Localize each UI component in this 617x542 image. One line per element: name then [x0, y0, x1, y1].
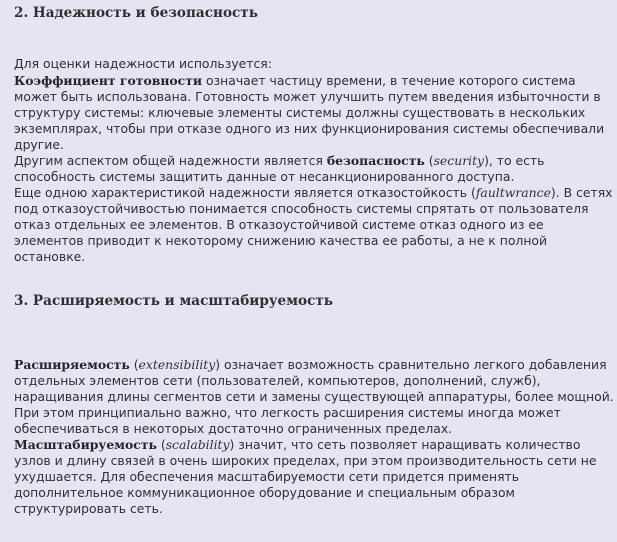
section-2-intro: Для оценки надежности используется:	[14, 56, 272, 71]
security-term: безопасность	[326, 153, 425, 168]
fault-tolerance-foreign: faultwrance	[475, 185, 551, 200]
security-foreign: security	[433, 153, 485, 168]
scalability-post: ) значит, что сеть позволяет наращивать количество узлов и длину связей в очень широких пределах, при этом производительность сети не ухудшается. Для обеспечения масштабируемости сети придется применять дополнительное коммуникационное оборудование и специальным образом структурировать сеть.	[14, 437, 597, 516]
fault-tolerance-pre: Еще одною характеристикой надежности является отказостойкость (	[14, 185, 476, 200]
section-3-heading: 3. Расширяемость и масштабируемость	[14, 293, 334, 309]
extensibility-post: ) означает возможность сравнительно легкого добавления отдельных элементов сети (пользователей, компьютеров, дополнений, служб), наращивания длины сегментов сети и замены существующей аппаратуры, более мощной. При этом принципиально важно, что легкость расширения системы иногда может обеспечиваться в некоторых достаточно ограниченных пределах.	[14, 357, 614, 436]
scalability-term: Масштабируемость	[14, 437, 157, 452]
availability-paragraph	[14, 73, 614, 153]
extensibility-paren: (	[129, 357, 139, 372]
security-paren: (	[424, 153, 434, 168]
security-post: ), то есть способность системы защитить данные от несанкционированного доступа.	[14, 153, 545, 184]
fault-tolerance-paragraph	[14, 185, 614, 265]
extensibility-term: Расширяемость	[14, 357, 130, 372]
scalability-paren: (	[156, 437, 166, 452]
availability-text: означает частицу времени, в течение которого система может быть использована. Готовность может улучшить путем введения избыточности в структуру системы: ключевые элементы системы должны существовать в нескольких экземплярах, чтобы при отказе одного из них функционирования системы обеспечивали другие.	[14, 73, 605, 152]
fault-tolerance-post: ). В сетях под отказоустойчивостью понимается способность системы спрятать от пользователя отказ отдельных ее элементов. В отказоустойчивой системе отказ одного из ее элементов приводит к некоторому снижению качества ее работы, а не к полной остановке.	[14, 185, 613, 264]
scalability-paragraph	[14, 437, 614, 517]
availability-term: Коэффициент готовности	[14, 73, 203, 88]
security-pre: Другим аспектом общей надежности является	[14, 153, 327, 168]
scalability-foreign: scalability	[165, 437, 230, 452]
extensibility-foreign: extensibility	[138, 357, 216, 372]
section-3-body	[14, 357, 614, 517]
security-paragraph	[14, 153, 614, 185]
section-2-body	[14, 73, 614, 265]
extensibility-paragraph	[14, 357, 614, 437]
section-2-heading: 2. Надежность и безопасность	[14, 5, 258, 21]
